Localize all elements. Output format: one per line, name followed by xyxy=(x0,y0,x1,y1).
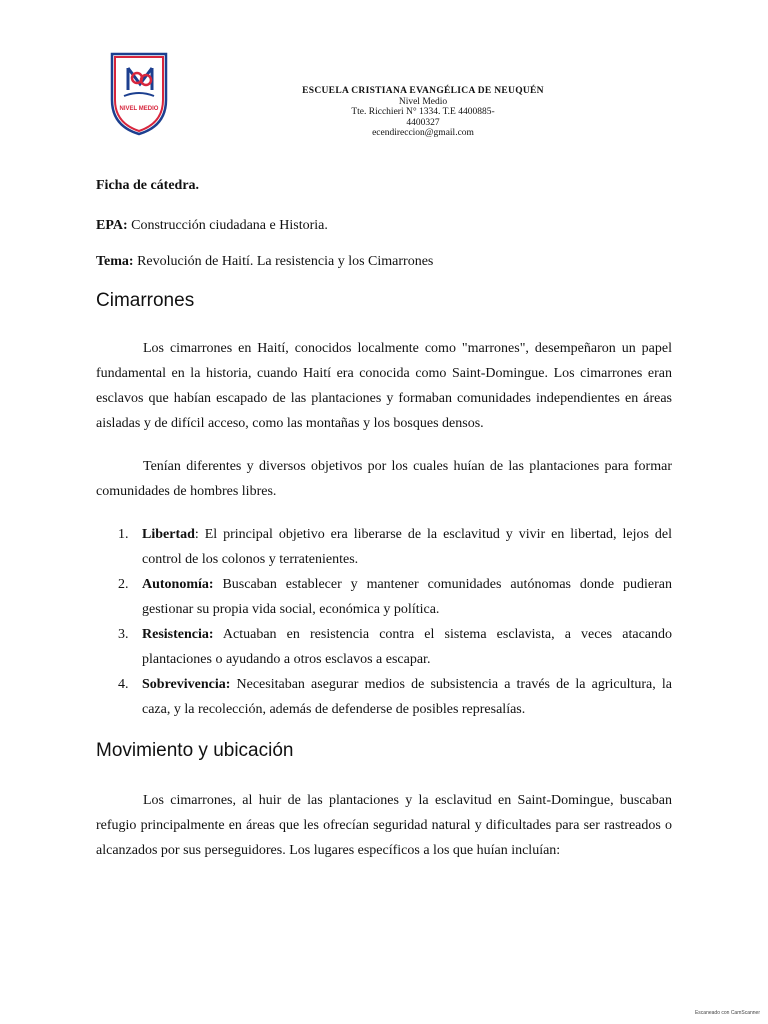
list-number: 2. xyxy=(118,577,129,592)
school-phone: 4400327 xyxy=(406,117,440,128)
ficha-title: Ficha de cátedra. xyxy=(96,178,200,193)
list-item xyxy=(96,572,672,622)
epa-label: EPA: xyxy=(96,218,128,233)
list-number: 1. xyxy=(118,527,129,542)
list-number: 3. xyxy=(118,627,129,642)
epa-value: Construcción ciudadana e Historia. xyxy=(127,218,328,233)
list-item-text: : El principal objetivo era liberarse de la esclavitud y vivir en libertad, lejos del control de los colonos y terratenientes. xyxy=(142,527,672,567)
list-item xyxy=(96,622,672,672)
school-logo xyxy=(104,48,174,138)
list-item-text: Buscaban establecer y mantener comunidades autónomas donde pudieran gestionar su propia vida social, económica y política. xyxy=(142,577,672,617)
list-item-text: Actuaban en resistencia contra el sistema esclavista, a veces atacando plantaciones o ayudando a otros esclavos a escapar. xyxy=(142,627,672,667)
list-item xyxy=(96,672,672,722)
list-item-label: Autonomía: xyxy=(142,577,214,592)
tema-label: Tema: xyxy=(96,254,134,269)
list-item-label: Sobrevivencia: xyxy=(142,677,231,692)
logo-text: NIVEL MEDIO xyxy=(119,106,159,112)
school-level: Nivel Medio xyxy=(398,96,448,107)
list-number: 4. xyxy=(118,677,129,692)
shield-icon xyxy=(104,48,174,138)
list-item-label: Resistencia: xyxy=(142,627,214,642)
school-address: Tte. Ricchieri N° 1334. T.E 4400885- xyxy=(351,107,495,117)
scanner-watermark: Escaneado con CamScanner xyxy=(694,1010,760,1016)
list-item xyxy=(96,522,672,572)
objectives-list xyxy=(96,522,672,722)
school-name: ESCUELA CRISTIANA EVANGÉLICA DE NEUQUÉN xyxy=(302,86,544,96)
paragraph-movimiento: Los cimarrones, al huir de las plantaciones y la esclavitud en Saint-Domingue, buscaban refugio principalmente en áreas que les ofrecían seguridad natural y dificultades para ser rastreados o alcanzados por sus perseguidores. Los lugares específicos a los que huían incluían: xyxy=(96,793,672,858)
list-item-text: Necesitaban asegurar medios de subsistencia a través de la agricultura, la caza, y la recolección, además de defenderse de posibles represalías. xyxy=(142,677,672,717)
section-heading-cimarrones: Cimarrones xyxy=(96,290,195,311)
section-heading-movimiento: Movimiento y ubicación xyxy=(96,740,294,761)
paragraph-objetivos: Tenían diferentes y diversos objetivos por los cuales huían de las plantaciones para formar comunidades de hombres libres. xyxy=(96,459,672,499)
paragraph-cimarrones-intro: Los cimarrones en Haití, conocidos localmente como "marrones", desempeñaron un papel fundamental en la historia, cuando Haití era conocida como Saint-Domingue. Los cimarrones eran esclavos que habían escapado de las plantaciones y formaban comunidades independientes en áreas aisladas y de difícil acceso, como las montañas y los bosques densos. xyxy=(96,341,672,431)
school-header xyxy=(250,86,596,139)
list-item-label: Libertad xyxy=(142,527,195,542)
school-email: ecendireccion@gmail.com xyxy=(372,128,474,138)
tema-line xyxy=(96,254,433,270)
epa-line xyxy=(96,218,328,234)
tema-value: Revolución de Haití. La resistencia y los Cimarrones xyxy=(133,254,434,269)
